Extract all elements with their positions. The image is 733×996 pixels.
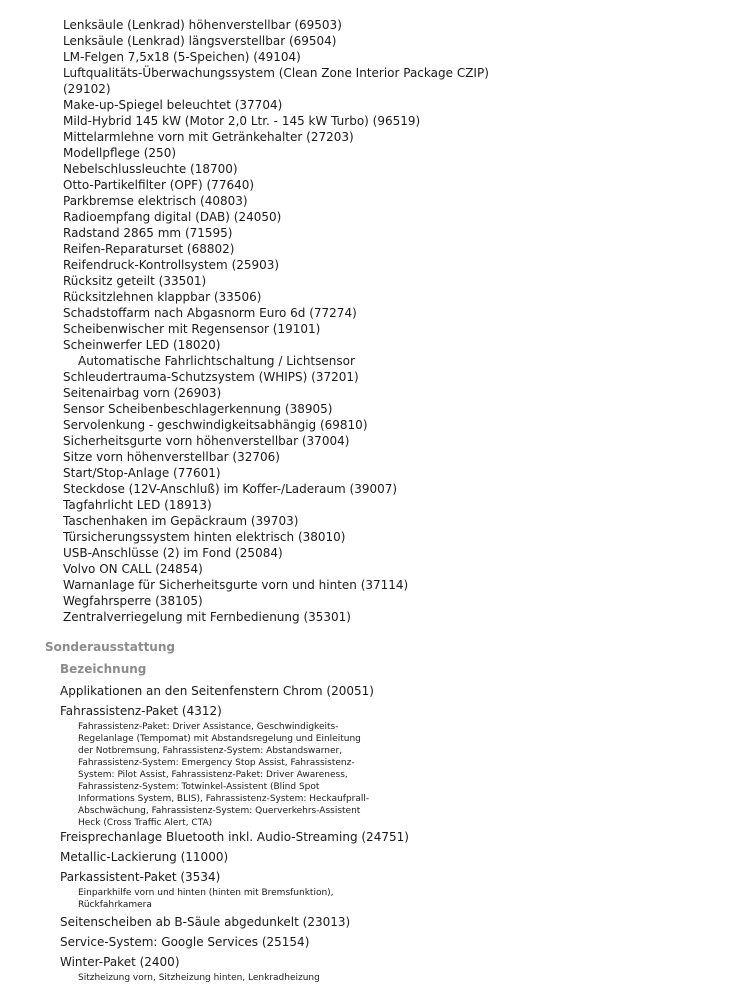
list-item: Make-up-Spiegel beleuchtet (37704) [63,98,283,112]
standard-equipment-list [63,17,723,625]
list-item: Scheinwerfer LED (18020) [63,338,221,352]
option-name: Fahrassistenz-Paket (4312) [60,704,222,718]
list-item: Zentralverriegelung mit Fernbedienung (35301) [63,610,351,624]
option-name: Freisprechanlage Bluetooth inkl. Audio-Streaming (24751) [60,830,409,844]
list-item: LM-Felgen 7,5x18 (5-Speichen) (49104) [63,50,301,64]
list-item: Taschenhaken im Gepäckraum (39703) [63,514,299,528]
list-item: Nebelschlussleuchte (18700) [63,162,238,176]
list-item: Türsicherungssystem hinten elektrisch (38010) [63,530,346,544]
list-item: Otto-Partikelfilter (OPF) (77640) [63,178,255,192]
list-item: Lenksäule (Lenkrad) höhenverstellbar (69503) [63,18,342,32]
list-item: Sitze vorn höhenverstellbar (32706) [63,450,280,464]
option-name: Parkassistent-Paket (3534) [60,870,221,884]
option-item [60,849,580,865]
list-item: Seitenairbag vorn (26903) [63,386,222,400]
list-item: Schadstoffarm nach Abgasnorm Euro 6d (77274) [63,306,357,320]
option-item [60,869,580,911]
list-item: Volvo ON CALL (24854) [63,562,203,576]
list-item: Sensor Scheibenbeschlagerkennung (38905) [63,402,333,416]
list-sub-item: Automatische Fahrlichtschaltung / Lichtsensor [78,354,355,368]
option-description: Sitzheizung vorn, Sitzheizung hinten, Lenkradheizung [78,973,320,983]
option-description: Einparkhilfe vorn und hinten (hinten mit Bremsfunktion), Rückfahrkamera [78,888,334,910]
special-equipment-list [60,683,580,984]
option-item [60,829,580,845]
option-item [60,954,580,984]
list-item: Radioempfang digital (DAB) (24050) [63,210,282,224]
section-title: Sonderausstattung [45,640,175,654]
list-item: Rücksitzlehnen klappbar (33506) [63,290,262,304]
option-item [60,914,580,930]
list-item: Luftqualitäts-Überwachungssystem (Clean Zone Interior Package CZIP) (29102) [63,66,489,96]
list-item: Scheibenwischer mit Regensensor (19101) [63,322,321,336]
option-name: Metallic-Lackierung (11000) [60,850,229,864]
list-item: Tagfahrlicht LED (18913) [63,498,212,512]
list-item: Parkbremse elektrisch (40803) [63,194,248,208]
list-item: Mittelarmlehne vorn mit Getränkehalter (27203) [63,130,354,144]
list-item: Rücksitz geteilt (33501) [63,274,207,288]
list-item: Schleudertrauma-Schutzsystem (WHIPS) (37201) [63,370,359,384]
option-item [60,934,580,950]
list-item: Reifendruck-Kontrollsystem (25903) [63,258,280,272]
option-description: Fahrassistenz-Paket: Driver Assistance, Geschwindigkeits-Regelanlage (Tempomat) mit Abstandsregelung und Einleitung der Notbremsung, Fahrassistenz-System: Abstandswarner, Fahrassistenz-System: Emergency Stop Assist, Fahrassistenz-System: Pilot Assist, Fahrassistenz-Paket: Driver Awareness, Fahrassistenz-System: Totwinkel-Assistent (Blind Spot Informations System, BLIS), Fahrassistenz-System: Heckaufprall-Abschwächung, Fahrassistenz-System: Querverkehrs-Assistent Heck (Cross Traffic Alert, CTA) [78,722,370,828]
option-name: Winter-Paket (2400) [60,955,180,969]
list-item: Steckdose (12V-Anschluß) im Koffer-/Laderaum (39007) [63,482,398,496]
column-header: Bezeichnung [60,662,147,676]
list-item: Radstand 2865 mm (71595) [63,226,233,240]
option-name: Applikationen an den Seitenfenstern Chrom (20051) [60,684,374,698]
list-item: Start/Stop-Anlage (77601) [63,466,221,480]
list-item: Lenksäule (Lenkrad) längsverstellbar (69504) [63,34,337,48]
option-item [60,683,580,699]
list-item: USB-Anschlüsse (2) im Fond (25084) [63,546,283,560]
list-item: Sicherheitsgurte vorn höhenverstellbar (37004) [63,434,350,448]
option-name: Seitenscheiben ab B-Säule abgedunkelt (23013) [60,915,351,929]
list-item: Modellpflege (250) [63,146,177,160]
list-item: Wegfahrsperre (38105) [63,594,203,608]
list-item: Warnanlage für Sicherheitsgurte vorn und hinten (37114) [63,578,409,592]
option-item [60,703,580,829]
option-name: Service-System: Google Services (25154) [60,935,310,949]
list-item: Reifen-Reparaturset (68802) [63,242,235,256]
list-item: Servolenkung - geschwindigkeitsabhängig (69810) [63,418,368,432]
list-item: Mild-Hybrid 145 kW (Motor 2,0 Ltr. - 145 kW Turbo) (96519) [63,114,421,128]
